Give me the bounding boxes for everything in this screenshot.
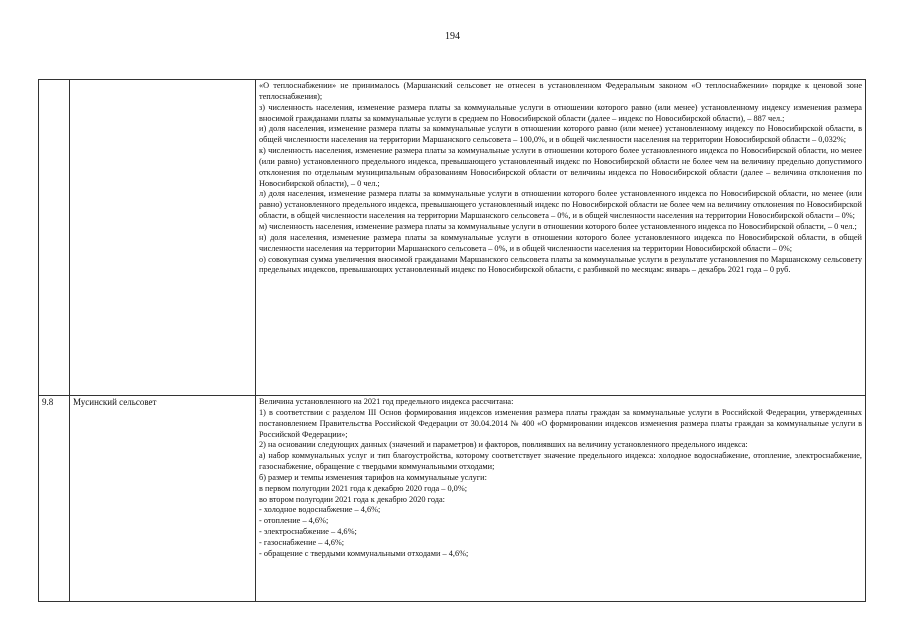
paragraph: н) доля населения, изменение размера платы за коммунальные услуги в отношении которого более установленного индекса по Новосибирской области, в общей численности населения на территории Маршанского сельсовета – 0%, и в общей численности населения на территории Новосибирской области – 0%; bbox=[259, 232, 862, 253]
paragraph: - газоснабжение – 4,6%; bbox=[259, 537, 345, 547]
paragraph: 1) в соответствии с разделом III Основ формирования индексов изменения размера платы граждан за коммунальные услуги в Российской Федерации, утвержденных постановлением Правительства Российской Федерации от 30.04.2014 № 400 «О формировании индексов изменения размера платы граждан за коммунальные услуги в Российской Федерации»; bbox=[259, 407, 862, 439]
description-cell bbox=[256, 80, 866, 396]
paragraph: б) размер и темпы изменения тарифов на коммунальные услуги: bbox=[259, 472, 487, 482]
paragraph: во втором полугодии 2021 года к декабрю 2020 года: bbox=[259, 494, 445, 504]
page-number: 194 bbox=[445, 31, 460, 42]
table-row bbox=[39, 396, 866, 602]
description-cell bbox=[256, 396, 866, 602]
paragraph: м) численность населения, изменение размера платы за коммунальные услуги в отношении которого более установленного индекса по Новосибирской области, – 0 чел.; bbox=[259, 221, 857, 231]
row-number-cell: 9.8 bbox=[39, 396, 70, 602]
paragraph: «О теплоснабжении» не принималось (Маршанский сельсовет не отнесен в установленном Федеральным законом «О теплоснабжении» порядке к ценовой зоне теплоснабжения); bbox=[259, 81, 862, 101]
paragraph: и) доля населения, изменение размера платы за коммунальные услуги в отношении которого равно (или менее) установленному индексу по Новосибирской области, в общей численности населения на территории Маршанского сельсовета – 100,0%, и в общей численности населения на территории Новосибирской области – 0,032%; bbox=[259, 124, 862, 145]
paragraph: Величина установленного на 2021 год предельного индекса рассчитана: bbox=[259, 397, 514, 406]
municipality-name-cell: Мусинский сельсовет bbox=[70, 396, 256, 602]
paragraph: з) численность населения, изменение размера платы за коммунальные услуги в отношении которого равно (или менее) установленному индексу изменения размера вносимой гражданами платы за коммунальные услуги в среднем по Новосибирской области (далее – индекс по Новосибирской области), – 887 чел.; bbox=[259, 102, 862, 123]
paragraph: - отопление – 4,6%; bbox=[259, 516, 329, 526]
municipality-name-cell bbox=[70, 80, 256, 396]
paragraph: 2) на основании следующих данных (значений и параметров) и факторов, повлиявших на величину установленного предельного индекса: bbox=[259, 440, 748, 450]
paragraph: о) совокупная сумма увеличения вносимой гражданами Маршанского сельсовета платы за коммунальные услуги в результате установления по Маршанскому сельсовету предельных индексов, превышающих установленный индекс по Новосибирской области, с разбивкой по месяцам: январь – декабрь 2021 года – 0 руб. bbox=[259, 254, 862, 275]
paragraph: в первом полугодии 2021 года к декабрю 2020 года – 0,0%; bbox=[259, 483, 468, 493]
paragraph: а) набор коммунальных услуг и тип благоустройства, которому соответствует значение предельного индекса: холодное водоснабжение, отопление, электроснабжение, газоснабжение, обращение с твердыми коммунальными отходами; bbox=[259, 451, 862, 472]
table-row bbox=[39, 80, 866, 396]
paragraph: л) доля населения, изменение размера платы за коммунальные услуги в отношении которого более установленного индекса по Новосибирской области, но менее (или равно) установленного предельного индекса, превышающего установленный индекс по Новосибирской области не более чем на величину отклонения по Новосибирской области, в общей численности населения на территории Маршанского сельсовета – 0%, и в общей численности населения на территории Новосибирской области – 0%; bbox=[259, 189, 862, 221]
paragraph: - обращение с твердыми коммунальными отходами – 4,6%; bbox=[259, 548, 469, 558]
row-number-cell bbox=[39, 80, 70, 396]
paragraph: к) численность населения, изменение размера платы за коммунальные услуги в отношении которого более установленного индекса по Новосибирской области, но менее (или равно) установленного предельного индекса, превышающего установленный индекс по Новосибирской области не более чем на величину предельно допустимого отклонения по отдельным муниципальным образованиям Новосибирской области от величины индекса по Новосибирской области (далее – величина отклонения по Новосибирской области), – 0 чел.; bbox=[259, 146, 862, 188]
paragraph: - электроснабжение – 4,6%; bbox=[259, 527, 357, 537]
paragraph: - холодное водоснабжение – 4,6%; bbox=[259, 505, 381, 515]
municipal-index-table bbox=[38, 79, 866, 602]
